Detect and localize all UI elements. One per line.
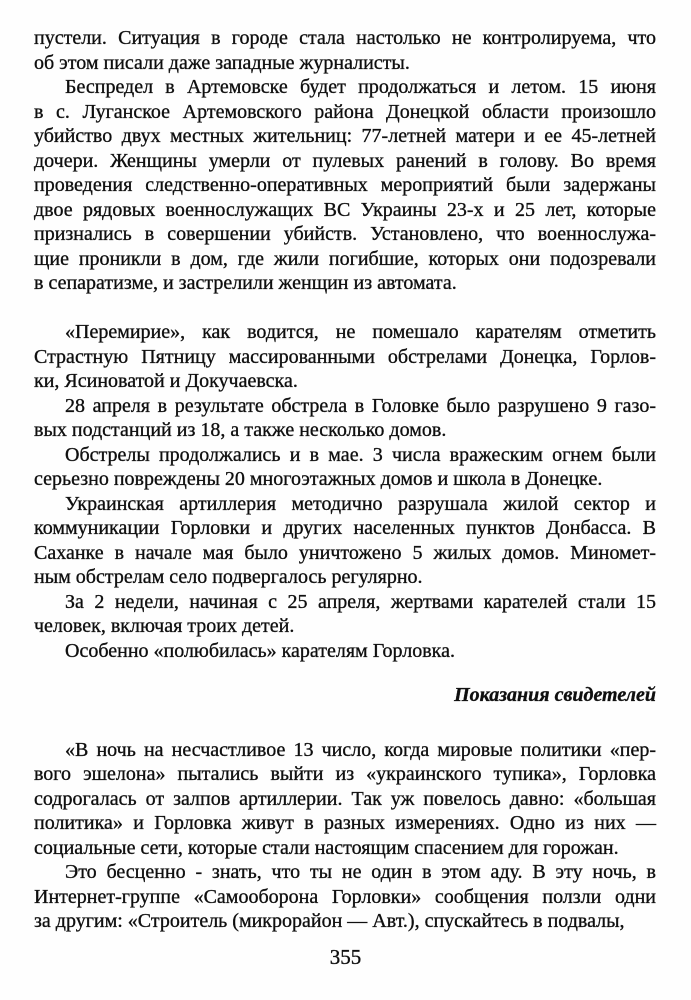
text-line: Интернет-группе «Самооборона Горловки» сообщения ползли одни <box>34 885 656 908</box>
spacer <box>34 296 656 321</box>
text-line: дочери. Женщины умерли от пулевых ранений в голову. Во время <box>34 149 656 172</box>
text-line: содрогалась от залпов артиллерии. Так уж повелось давно: «большая <box>34 787 656 810</box>
text-line: Беспредел в Артемовске будет продолжаться и летом. 15 июня <box>65 76 656 98</box>
text-line: Обстрелы продолжались и в мае. 3 числа вражеским огнем были <box>65 443 656 466</box>
text-line: Это бесценно - знать, что ты не один в этом аду. В эту ночь, в <box>65 861 656 883</box>
paragraph <box>34 860 656 934</box>
text-line: Особенно «полюбилась» карателям Горловка. <box>65 639 455 662</box>
text-column <box>34 26 656 934</box>
text-line: убийство двух местных жительниц: 77-летней матери и ее 45-летней <box>34 125 656 147</box>
section-heading <box>34 683 656 708</box>
page-number: 355 <box>329 945 362 969</box>
text-line: об этом писали даже западные журналисты. <box>34 51 410 74</box>
text-line: щие проникли в дом, где жили погибшие, которых они подозревали <box>34 247 656 270</box>
text-line: За 2 недели, начиная с 25 апреля, жертвами карателей стали 15 <box>65 590 656 613</box>
text-line: признались в совершении убийств. Установлено, что военнослужа- <box>34 223 656 245</box>
text-line: Украинская артиллерия методично разрушала жилой сектор и <box>65 492 656 515</box>
text-line: в с. Луганское Артемовского района Донецкой области произошло <box>34 100 656 123</box>
paragraph <box>34 639 656 664</box>
text-line: человек, включая троих детей. <box>34 615 295 637</box>
paragraph <box>34 394 656 443</box>
text-line: серьезно повреждены 20 многоэтажных домов и школа в Донецке. <box>34 468 603 490</box>
paragraph <box>34 443 656 492</box>
text-line: в сепаратизме, и застрелили женщин из автомата. <box>34 272 457 294</box>
spacer <box>34 663 656 683</box>
paragraph <box>34 590 656 639</box>
text-line: «В ночь на несчастливое 13 число, когда мировые политики «пер- <box>65 738 656 761</box>
text-line: за другим: «Строитель (микрорайон — Авт.), спускайтесь в подвалы, <box>34 910 625 932</box>
text-line: 28 апреля в результате обстрела в Головке было разрушено 9 газо- <box>65 394 656 417</box>
text-line: политика» и Горловка живут в разных измерениях. Одно из них — <box>34 812 656 834</box>
paragraph <box>34 320 656 394</box>
paragraph <box>34 492 656 590</box>
text-line: Саханке в начале мая было уничтожено 5 жилых домов. Миномет- <box>34 541 656 564</box>
text-line: вого эшелона» пытались выйти из «украинского тупика», Горловка <box>34 763 656 785</box>
paragraph <box>34 738 656 861</box>
text-line: проведения следственно-оперативных мероприятий были задержаны <box>34 174 656 196</box>
text-line: пустели. Ситуация в городе стала настолько не контролируема, что <box>34 27 656 49</box>
spacer <box>34 708 656 738</box>
paragraph <box>34 26 656 75</box>
text-line: «Перемирие», как водится, не помешало карателям отметить <box>65 321 656 343</box>
text-line: Показания свидетелей <box>454 684 656 706</box>
text-line: Страстную Пятницу массированными обстрелами Донецка, Горлов- <box>34 345 656 368</box>
text-line: вых подстанций из 18, а также несколько домов. <box>34 419 447 441</box>
paragraph <box>34 75 656 296</box>
text-line: коммуникации Горловки и других населенных пунктов Донбасса. В <box>34 517 656 539</box>
text-line: двое рядовых военнослужащих ВС Украины 23-х и 25 лет, которые <box>34 198 656 221</box>
text-line: социальные сети, которые стали настоящим спасением для горожан. <box>34 836 619 859</box>
text-line: ным обстрелам село подвергалось регулярно. <box>34 566 423 588</box>
text-line: ки, Ясиноватой и Докучаевска. <box>34 370 298 392</box>
